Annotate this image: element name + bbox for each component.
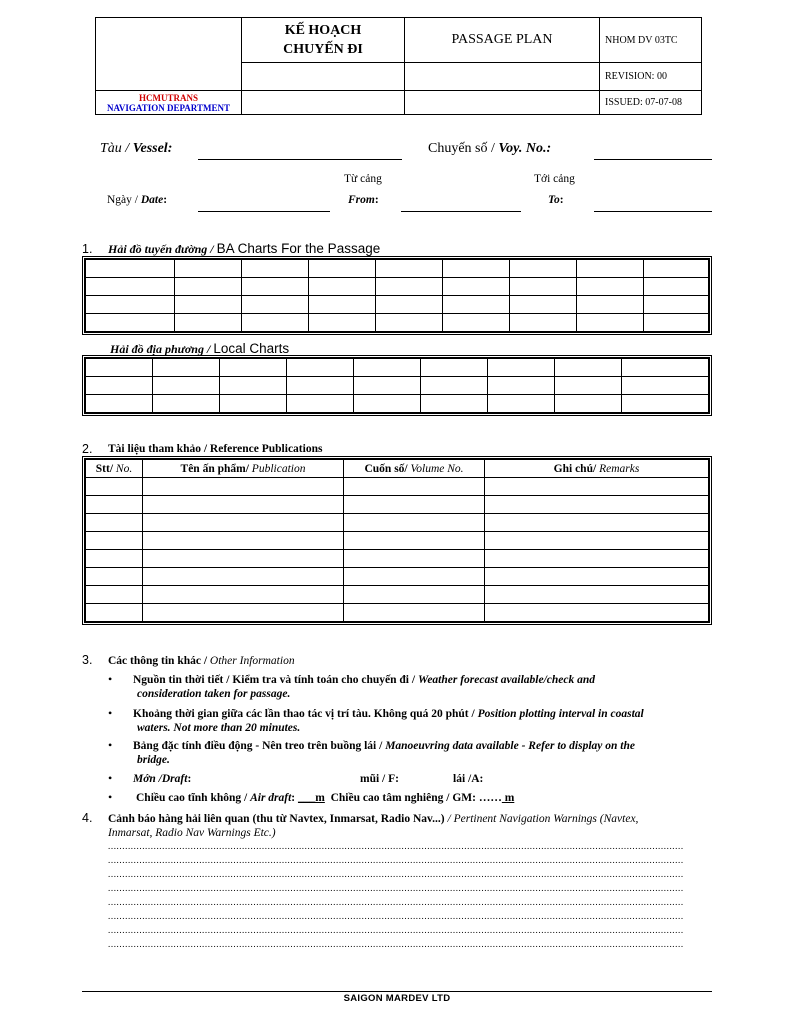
- voy-label: Chuyến số / Voy. No.:: [428, 141, 552, 156]
- bullet-icon: •: [108, 706, 113, 720]
- vessel-label: Tàu / Vessel:: [100, 141, 173, 156]
- header-empty-cell: [405, 63, 600, 91]
- table-row: [85, 278, 709, 296]
- issued: ISSUED: 07-07-08: [600, 91, 702, 115]
- table-row: [85, 314, 709, 333]
- header-table: [95, 17, 702, 115]
- weather-item: Nguồn tin thời tiết / Kiểm tra và tính toán cho chuyến đi / Weather forecast available/check and consideration taken for passage.: [133, 674, 596, 700]
- header-title-vn: KẾ HOẠCH CHUYẾN ĐI: [242, 18, 405, 63]
- to-field[interactable]: [594, 211, 712, 212]
- table-row: [85, 532, 709, 550]
- warnings-line[interactable]: ..........................................................................................................................................................................................................: [108, 925, 684, 935]
- header-empty-cell: [405, 91, 600, 115]
- warnings-line[interactable]: ..........................................................................................................................................................................................................: [108, 841, 684, 851]
- vessel-field[interactable]: [198, 159, 402, 160]
- footer-rule: [82, 991, 712, 992]
- local-charts-title: Hải đồ địa phương / Local Charts: [110, 341, 290, 356]
- header-empty-cell: [242, 91, 405, 115]
- header-logo-cell: [96, 18, 242, 91]
- from-field[interactable]: [401, 211, 521, 212]
- header-empty-cell: [242, 63, 405, 91]
- section4-number: 4.: [82, 811, 93, 825]
- to-port-label-vn: Tới cảng: [534, 173, 575, 185]
- gm-field[interactable]: ……: [478, 792, 502, 804]
- date-label: Ngày / Date:: [107, 194, 168, 206]
- from-port-label-vn: Từ cảng: [344, 173, 382, 185]
- footer-company: SAIGON MARDEV LTD: [343, 993, 451, 1004]
- draft-fwd-label: mũi / F:: [360, 773, 399, 785]
- table-row: [85, 568, 709, 586]
- table-row: [85, 514, 709, 532]
- warnings-line[interactable]: ..........................................................................................................................................................................................................: [108, 883, 684, 893]
- section2-number: 2.: [82, 442, 93, 456]
- col-remarks: Ghi chú/ Remarks: [485, 459, 710, 478]
- section3-number: 3.: [82, 653, 93, 667]
- revision: REVISION: 00: [600, 63, 702, 91]
- from-label: From:: [348, 194, 379, 206]
- table-row: [85, 496, 709, 514]
- air-draft-field[interactable]: ___m: [298, 792, 325, 804]
- air-draft-line: Chiều cao tĩnh không / Air draft: ___m Chiều cao tâm nghiêng / GM: …… m: [136, 792, 515, 804]
- table-row: [85, 259, 709, 278]
- section2-title: Tài liệu tham khảo / Reference Publications: [108, 443, 323, 455]
- plotting-item: Khoảng thời gian giữa các lần thao tác vị trí tàu. Không quá 20 phút / Position plotting interval in coastal waters. Not more than 20 minutes.: [133, 708, 644, 734]
- col-no: Stt/ No.: [85, 459, 143, 478]
- table-row: [85, 296, 709, 314]
- draft-aft-label: lái /A:: [453, 773, 484, 785]
- bullet-icon: •: [108, 771, 113, 785]
- col-volume: Cuốn số/ Volume No.: [344, 459, 485, 478]
- local-charts-table: [84, 357, 710, 414]
- table-header-row: [85, 459, 709, 478]
- table-row: [85, 604, 709, 623]
- bullet-icon: •: [108, 738, 113, 752]
- table-row: [85, 395, 709, 414]
- section3-title: Các thông tin khác / Other Information: [108, 655, 295, 667]
- draft-label: Mớn /Draft:: [133, 773, 192, 785]
- voy-field[interactable]: [594, 159, 712, 160]
- section4-title: Cảnh báo hàng hải liên quan (thu từ Navtex, Inmarsat, Radio Nav...) / Pertinent Navigation Warnings (Navtex, Inmarsat, Radio Nav Warnings Etc.): [108, 813, 639, 839]
- to-label: To:: [548, 194, 564, 206]
- doc-code: NHOM DV 03TC: [600, 18, 702, 63]
- section1-number: 1.: [82, 242, 93, 256]
- department-name: NAVIGATION DEPARTMENT: [107, 102, 230, 113]
- bullet-icon: •: [108, 790, 113, 804]
- table-row: [85, 377, 709, 395]
- table-row: [85, 478, 709, 496]
- warnings-line[interactable]: ..........................................................................................................................................................................................................: [108, 939, 684, 949]
- ba-charts-table: [84, 258, 710, 333]
- section1-title: Hải đồ tuyến đường / BA Charts For the Passage: [108, 241, 381, 256]
- manoeuvring-item: Bảng đặc tính điều động - Nên treo trên buồng lái / Manoeuvring data available - Refer to display on the bridge.: [133, 740, 635, 766]
- table-row: [85, 586, 709, 604]
- warnings-line[interactable]: ..........................................................................................................................................................................................................: [108, 911, 684, 921]
- warnings-line[interactable]: ..........................................................................................................................................................................................................: [108, 855, 684, 865]
- company-cell: [96, 91, 242, 115]
- table-row: [85, 550, 709, 568]
- header-title-en: PASSAGE PLAN: [405, 18, 600, 63]
- date-field[interactable]: [198, 211, 330, 212]
- warnings-line[interactable]: ..........................................................................................................................................................................................................: [108, 897, 684, 907]
- col-publication: Tên ấn phẩm/ Publication: [143, 459, 344, 478]
- company-name: HCMUTRANS: [138, 92, 198, 103]
- warnings-line[interactable]: ..........................................................................................................................................................................................................: [108, 869, 684, 879]
- table-row: [85, 358, 709, 377]
- publications-table: [84, 458, 710, 623]
- bullet-icon: •: [108, 672, 113, 686]
